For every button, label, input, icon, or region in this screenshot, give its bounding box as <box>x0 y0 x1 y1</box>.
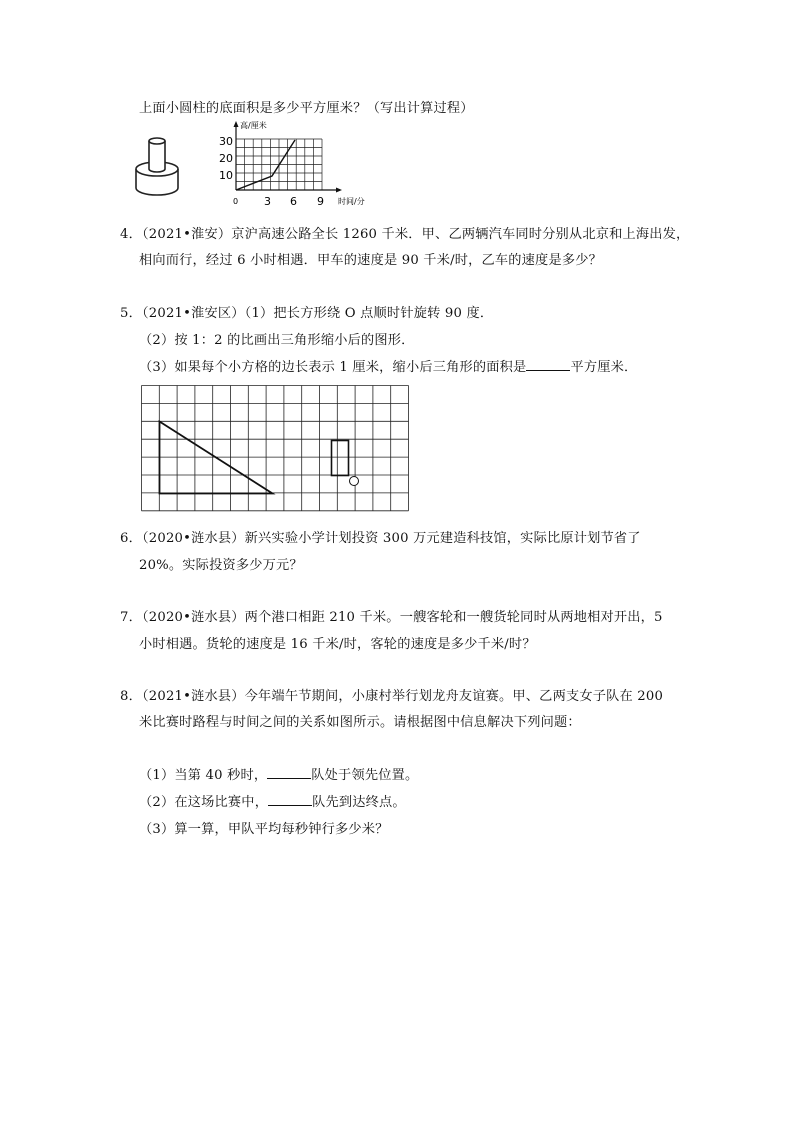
y-tick-20: 20 <box>219 152 233 165</box>
x-axis-arrow <box>336 188 342 193</box>
q4-line-1: 4．（2021•淮安）京沪高速公路全长 1260 千米．甲、乙两辆汽车同时分别从北京和上海出发， <box>120 227 690 242</box>
rotation-grid-figure <box>141 384 409 514</box>
q3-text: 上面小圆柱的底面积是多少平方厘米？（写出计算过程） <box>139 101 474 116</box>
q8-sub-2-tail: 队先到达终点。 <box>312 795 406 810</box>
q5-line-3-unit: 平方厘米． <box>570 360 638 375</box>
answer-blank-team-finish[interactable] <box>268 793 312 806</box>
rotation-point-o <box>350 477 359 486</box>
q8-line-2: 米比赛时路程与时间之间的关系如图所示。请根据图中信息解决下列问题： <box>139 715 581 730</box>
square-grid <box>142 386 409 511</box>
y-tick-10: 10 <box>219 169 233 182</box>
answer-blank-team-leading[interactable] <box>267 766 311 779</box>
q8-sub-1 <box>139 764 418 783</box>
q8-sub-2-text: （2）在这场比赛中， <box>139 795 269 810</box>
height-time-graph <box>216 118 366 208</box>
q6-line-2: 20%。实际投资多少万元？ <box>139 558 303 573</box>
q5-line-3 <box>139 356 637 375</box>
y-axis-arrow <box>234 121 239 127</box>
stacked-cylinder-figure <box>130 133 184 197</box>
x-axis-label: 时间/分 <box>338 197 365 206</box>
q7-line-2: 小时相遇。货轮的速度是 16 千米/时，客轮的速度是多少千米/时？ <box>139 637 536 652</box>
q8-sub-2 <box>139 791 406 810</box>
q8-line-1: 8．（2021•涟水县）今年端午节期间，小康村举行划龙舟友谊赛。甲、乙两支女子队在 200 <box>120 689 664 704</box>
q4-line-2: 相向而行，经过 6 小时相遇．甲车的速度是 90 千米/时，乙车的速度是多少？ <box>139 253 602 268</box>
y-axis-label: 高/厘米 <box>240 121 267 130</box>
q8-sub-3: （3）算一算，甲队平均每秒钟行多少米？ <box>139 822 389 837</box>
q7-line-1: 7．（2020•涟水县）两个港口相距 210 千米。一艘客轮和一艘货轮同时从两地相对开出，5 <box>120 610 663 625</box>
q8-sub-1-tail: 队处于领先位置。 <box>311 768 419 783</box>
q8-sub-1-text: （1）当第 40 秒时， <box>139 768 268 783</box>
answer-blank[interactable] <box>526 358 570 371</box>
x-tick-3: 3 <box>264 195 271 208</box>
q5-line-3-text: （3）如果每个小方格的边长表示 1 厘米，缩小后三角形的面积是 <box>139 360 527 375</box>
y-tick-30: 30 <box>219 135 233 148</box>
x-tick-9: 9 <box>317 195 324 208</box>
x-tick-6: 6 <box>290 195 297 208</box>
origin-label: 0 <box>233 197 239 206</box>
rectangle-shape <box>332 441 349 476</box>
q5-line-1: 5．（2021•淮安区）（1）把长方形绕 O 点顺时针旋转 90 度． <box>120 306 494 321</box>
q6-line-1: 6．（2020•涟水县）新兴实验小学计划投资 300 万元建造科技馆，实际比原计划节省了 <box>120 531 641 546</box>
q5-line-2: （2）按 1：2 的比画出三角形缩小后的图形． <box>139 333 415 348</box>
